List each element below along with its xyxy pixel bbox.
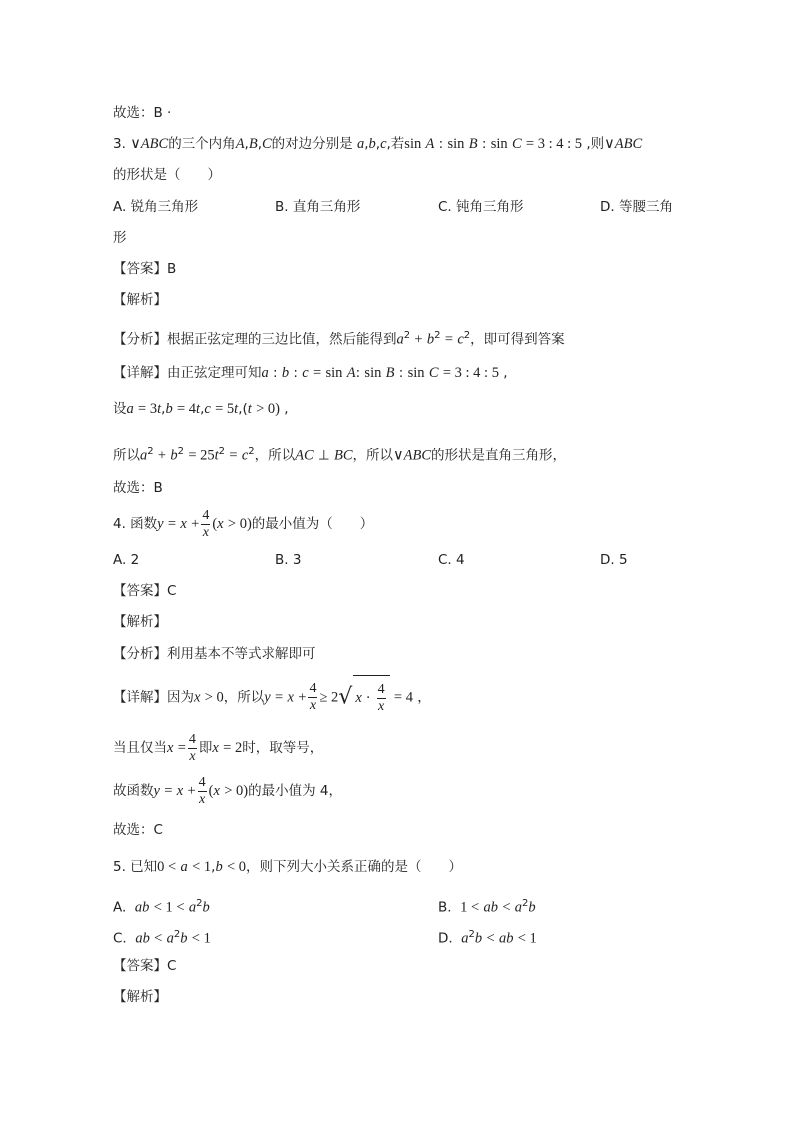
q4-option-b: B. 3	[275, 552, 302, 568]
answer-tail-line: 故选：B ·	[113, 105, 172, 121]
q4-option-c: C. 4	[438, 552, 465, 568]
question-3-line-1: 3. ∨ABC的三个内角A,B,C的对边分别是 a,b,c,若sin A : sin B : sin C = 3 : 4 : 5 ,则∨ABC	[113, 136, 643, 152]
q4-option-a: A. 2	[113, 552, 140, 568]
choose-3: 故选：B	[113, 480, 163, 496]
question-5: 5. 已知0 < a < 1,b < 0，则下列大小关系正确的是（ ）	[113, 859, 463, 875]
q3-option-d: D. 等腰三角	[600, 199, 673, 215]
question-3-line-2: 的形状是（ ）	[113, 167, 221, 183]
q5-option-d: D. $a^2b$ < ab < 1	[438, 929, 537, 947]
q4-option-d: D. 5	[600, 552, 628, 568]
answer-3: 【答案】B	[113, 261, 177, 277]
analysis-3-summary: 【分析】根据正弦定理的三边比值，然后能得到$a^2 + b^2 = c^2$，即可得到答案	[113, 330, 565, 348]
detail-4-line-2: 当且仅当x = $\frac{4}{x}$ 即x = 2时，取等号，	[113, 731, 324, 764]
analysis-5-heading: 【解析】	[113, 989, 167, 1005]
analysis-4-heading: 【解析】	[113, 614, 167, 630]
q5-option-a: A. ab < $1 < a^2b$	[113, 898, 210, 916]
q3-option-c: C. 钝角三角形	[438, 199, 524, 215]
detail-3-line-2: 设a = 3t,b = 4t,c = 5t,(t > 0) ,	[113, 401, 289, 417]
detail-4-line-3: 故函数y = x + $\frac{4}{x}$ (x > 0)的最小值为 4，	[113, 774, 342, 807]
q3-option-a: A. 锐角三角形	[113, 199, 199, 215]
detail-3-line-3: 所以$a^2 + b^2 = 25t^2 = c^2$，所以AC ⊥ BC，所以∨ABC的形状是直角三角形，	[113, 446, 567, 464]
q5-option-b: B. 1 < ab < $a^2b$	[438, 898, 536, 916]
question-4: 4. 函数y = x + $\frac{4}{x}$ (x > 0)的最小值为（ ）	[113, 507, 374, 540]
answer-5: 【答案】C	[113, 958, 177, 974]
detail-4-line-1: 【详解】因为x > 0，所以y = x + $\frac{4}{x}$ ≥ 2√ x · $\frac{4}{x}$ = 4 ，	[113, 675, 431, 720]
analysis-4-summary: 【分析】利用基本不等式求解即可	[113, 646, 316, 662]
q3-option-b: B. 直角三角形	[275, 199, 361, 215]
q3-option-d-wrap: 形	[113, 230, 127, 246]
detail-3-line-1: 【详解】由正弦定理可知a : b : c = sin A: sin B : sin C = 3 : 4 : 5 ,	[113, 365, 508, 381]
q5-option-c: C. ab < $a^2b < 1$	[113, 929, 211, 947]
choose-4: 故选：C	[113, 822, 163, 838]
answer-4: 【答案】C	[113, 583, 177, 599]
analysis-3-heading: 【解析】	[113, 292, 167, 308]
